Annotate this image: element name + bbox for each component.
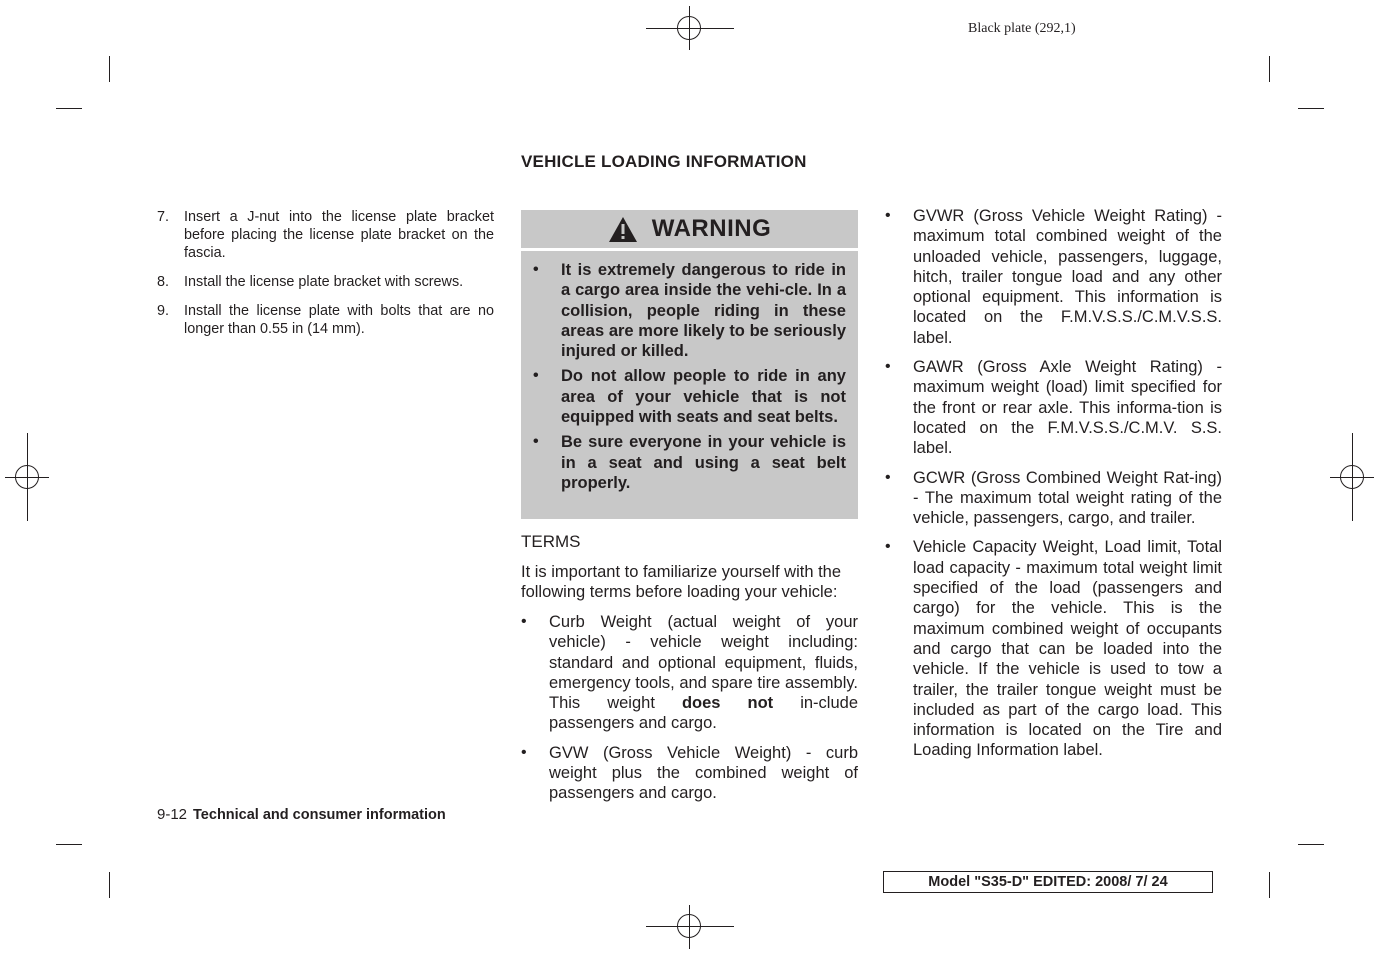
bullet: • xyxy=(521,743,527,761)
crop-mark xyxy=(56,108,82,109)
term-text-part: Curb Weight (actual weight of your vehicle) - vehicle weight including: standard and optional equipment, fluids, emergency tools, and spare tire assembly. This weight xyxy=(549,613,858,713)
list-item xyxy=(521,743,858,804)
crop-mark xyxy=(109,56,110,82)
list-item xyxy=(157,208,494,262)
warning-box xyxy=(521,210,858,519)
warning-text: It is extremely dangerous to ride in a cargo area inside the vehi-cle. In a collision, people riding in these areas are more likely to be seriously injured or killed. xyxy=(561,261,846,361)
crop-mark xyxy=(1298,844,1324,845)
step-text: Install the license plate bracket with screws. xyxy=(184,274,464,290)
step-text: Install the license plate with bolts that are no longer than 0.55 in (14 mm). xyxy=(184,303,494,337)
definitions-list xyxy=(885,206,1222,770)
list-item xyxy=(521,612,858,734)
term-emphasis: does not xyxy=(681,694,774,713)
definition-text: GCWR (Gross Combined Weight Rat-ing) - The maximum total weight rating of the vehicle, passengers, cargo, and trailer. xyxy=(913,468,1222,528)
footer-section-title: Technical and consumer information xyxy=(193,807,446,823)
warning-list xyxy=(533,260,846,498)
definition-text: GVWR (Gross Vehicle Weight Rating) - maximum total combined weight of the unloaded vehicle, passengers, luggage, hitch, trailer tongue load and any other optional equipment. This information is located on the F.M.V.S.S./C.M.V.S.S. label. xyxy=(913,207,1222,347)
bullet: • xyxy=(521,613,527,630)
definition-text: Vehicle Capacity Weight, Load limit, Total load capacity - maximum total weight limit specified of the load (passengers and cargo) for the vehicle. This is the maximum combined weight of occupants and cargo that can be loaded into the vehicle. If the vehicle is used to tow a trailer, the trailer tongue weight must be included as part of the cargo load. This information is located on the Tire and Loading Information label. xyxy=(913,538,1222,760)
registration-circle-icon xyxy=(677,16,701,40)
bullet: • xyxy=(533,261,539,278)
terms-list xyxy=(521,612,858,813)
registration-circle-icon xyxy=(15,465,39,489)
term-text xyxy=(549,612,858,734)
warning-label: WARNING xyxy=(651,215,772,242)
bullet: • xyxy=(885,538,891,556)
crop-mark xyxy=(56,844,82,845)
installation-steps xyxy=(157,208,494,349)
list-item xyxy=(885,357,1222,458)
step-text: Insert a J-nut into the license plate bracket before placing the license plate bracket on the fascia. xyxy=(184,209,494,261)
bullet: • xyxy=(885,358,891,376)
definition-text: GAWR (Gross Axle Weight Rating) - maximum weight (load) limit specified for the front or rear axle. This informa-tion is located on the F.M.V.S.S./C.M.V. S.S. label. xyxy=(913,358,1222,458)
warning-header xyxy=(521,210,858,251)
list-item xyxy=(885,206,1222,348)
plate-label: Black plate (292,1) xyxy=(968,21,1076,36)
list-item xyxy=(157,273,494,291)
page-footer xyxy=(157,806,446,823)
term-text-part: in-clude passengers and cargo. xyxy=(549,694,858,733)
warning-text: Do not allow people to ride in any area of your vehicle that is not equipped with seats and seat belts. xyxy=(561,367,846,427)
model-edit-stamp: Model "S35-D" EDITED: 2008/ 7/ 24 xyxy=(883,871,1213,893)
list-item xyxy=(533,260,846,361)
list-item xyxy=(533,366,846,427)
bullet: • xyxy=(885,468,891,486)
list-item xyxy=(885,537,1222,760)
step-number: 8. xyxy=(157,274,170,290)
warning-triangle-icon xyxy=(608,216,638,243)
registration-circle-icon xyxy=(677,914,701,938)
registration-circle-icon xyxy=(1340,465,1364,489)
crop-mark xyxy=(109,872,110,898)
list-item xyxy=(157,302,494,338)
step-number: 7. xyxy=(157,209,170,225)
page-number: 9-12 xyxy=(157,806,188,823)
term-text: GVW (Gross Vehicle Weight) - curb weight plus the combined weight of passengers and cargo. xyxy=(549,743,858,803)
warning-text: Be sure everyone in your vehicle is in a seat and using a seat belt properly. xyxy=(561,433,846,492)
crop-mark xyxy=(1269,872,1270,898)
terms-intro: It is important to familiarize yourself with the following terms before loading your vehicle: xyxy=(521,563,842,602)
terms-heading: TERMS xyxy=(521,532,581,551)
bullet: • xyxy=(533,367,539,385)
list-item xyxy=(885,468,1222,529)
list-item xyxy=(533,432,846,493)
bullet: • xyxy=(885,207,891,224)
step-number: 9. xyxy=(157,303,170,319)
section-title: VEHICLE LOADING INFORMATION xyxy=(521,152,807,171)
bullet: • xyxy=(533,433,539,451)
crop-mark xyxy=(1269,56,1270,82)
crop-mark xyxy=(1298,108,1324,109)
